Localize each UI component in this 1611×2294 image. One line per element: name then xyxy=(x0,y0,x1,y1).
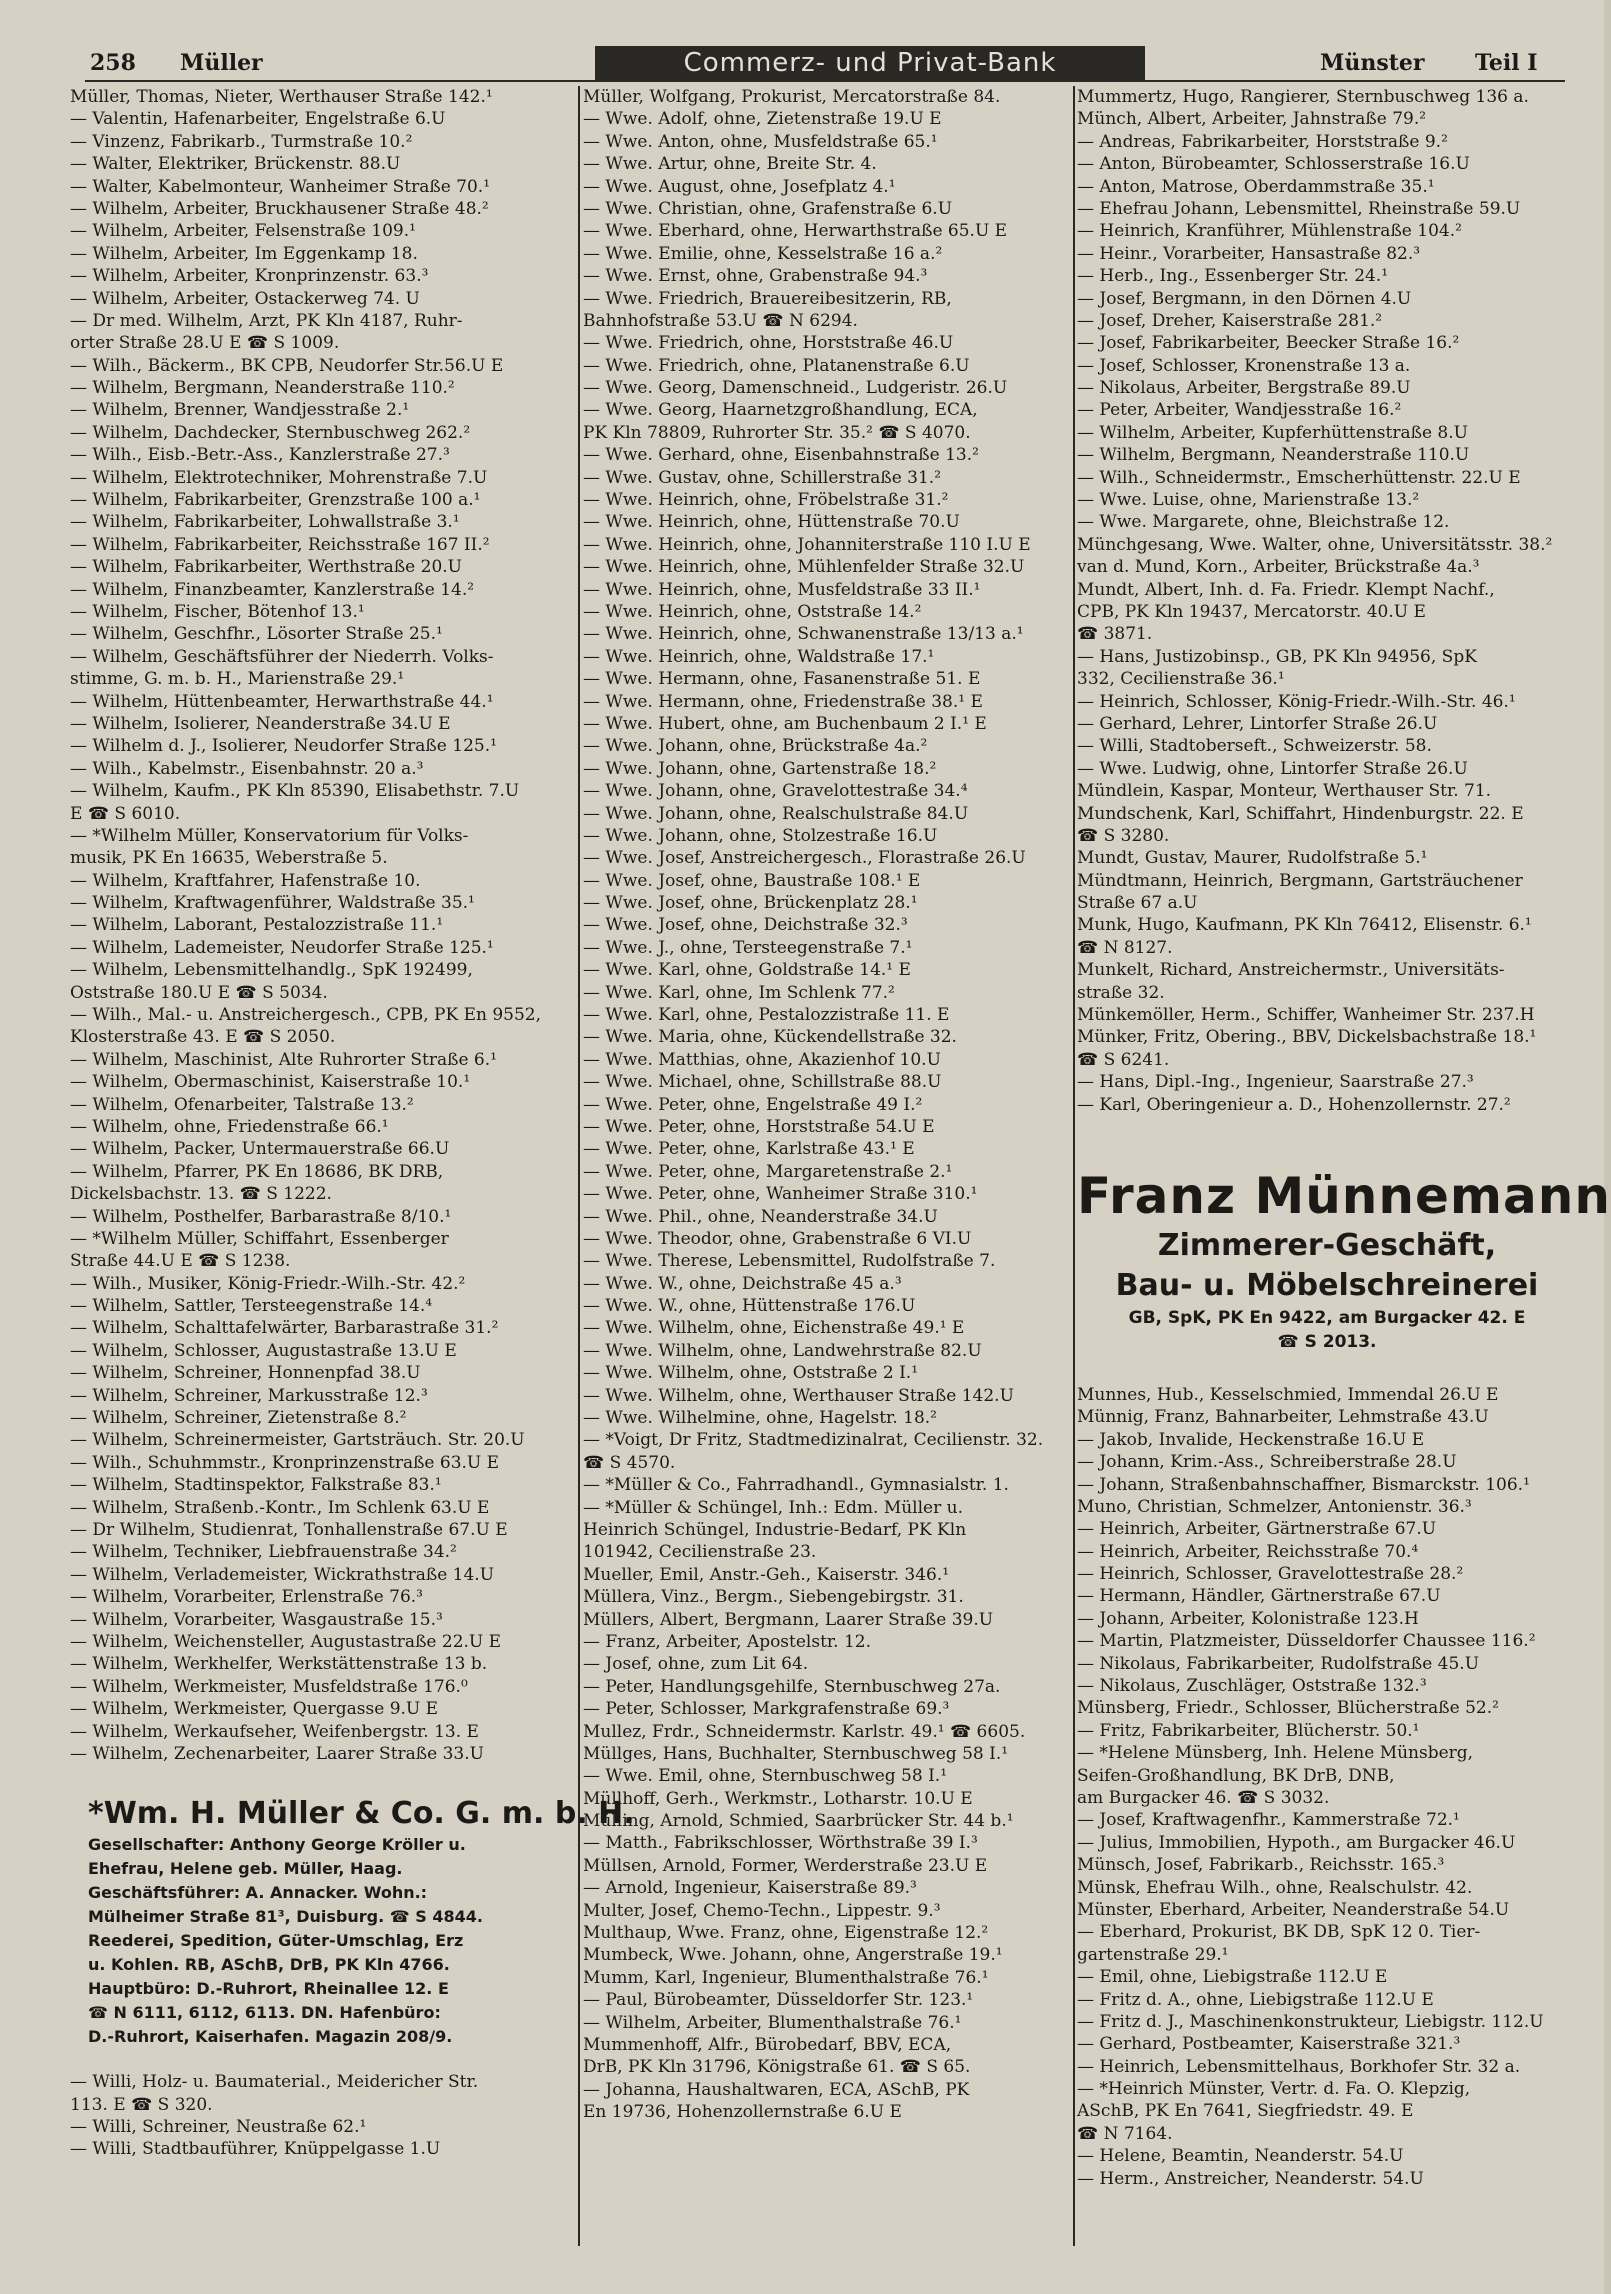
directory-entry: — Wwe. Matthias, ohne, Akazienhof 10.U xyxy=(583,1049,941,1070)
directory-entry: — *Wilhelm Müller, Schiffahrt, Essenberger xyxy=(70,1228,449,1249)
running-head-part: Teil I xyxy=(1475,50,1538,76)
directory-entry: — Wwe. Ernst, ohne, Grabenstraße 94.³ xyxy=(583,266,928,287)
ad-text-line: ☎ N 6111, 6112, 6113. DN. Hafenbüro: xyxy=(88,2003,441,2023)
directory-entry: — Nikolaus, Arbeiter, Bergstraße 89.U xyxy=(1077,378,1411,399)
directory-entry: Münchgesang, Wwe. Walter, ohne, Universitätsstr. 38.² xyxy=(1077,534,1553,555)
directory-entry: — Walter, Elektriker, Brückenstr. 88.U xyxy=(70,154,401,175)
directory-entry: Mündlein, Kaspar, Monteur, Werthauser Str. 71. xyxy=(1077,781,1492,802)
directory-entry: — Wwe. Peter, ohne, Wanheimer Straße 310.¹ xyxy=(583,1184,978,1205)
directory-entry: — Wwe. Gustav, ohne, Schillerstraße 31.² xyxy=(583,467,942,488)
directory-entry: Münkemöller, Herm., Schiffer, Wanheimer Str. 237.H xyxy=(1077,1005,1535,1026)
directory-entry: — Wwe. Adolf, ohne, Zietenstraße 19.U E xyxy=(583,109,942,130)
ad-text-line: Mülheimer Straße 81³, Duisburg. ☎ S 4844. xyxy=(88,1907,483,1927)
directory-entry: — Johann, Straßenbahnschaffner, Bismarckstr. 106.¹ xyxy=(1077,1474,1530,1495)
directory-entry: Münster, Eberhard, Arbeiter, Neanderstraße 54.U xyxy=(1077,1899,1510,1920)
directory-entry: — Wilhelm, Werkmeister, Quergasse 9.U E xyxy=(70,1699,439,1720)
directory-entry: — *Helene Münsberg, Inh. Helene Münsberg, xyxy=(1077,1743,1474,1764)
directory-entry: — Heinrich, Arbeiter, Gärtnerstraße 67.U xyxy=(1077,1519,1437,1540)
directory-entry: — Wilhelm, Maschinist, Alte Ruhrorter Straße 6.¹ xyxy=(70,1049,497,1070)
ad-muennemann-sub2: Bau- u. Möbelschreinerei xyxy=(1115,1267,1539,1303)
directory-entry: — Wilhelm, Fabrikarbeiter, Werthstraße 20.U xyxy=(70,557,463,578)
directory-entry: — Wwe. Wilhelm, ohne, Eichenstraße 49.¹ E xyxy=(583,1318,965,1339)
directory-entry: Straße 44.U E ☎ S 1238. xyxy=(70,1251,291,1272)
directory-entry: PK Kln 78809, Ruhrorter Str. 35.² ☎ S 4070. xyxy=(583,422,971,443)
column-3-entries-bottom xyxy=(1077,1384,1577,2190)
bank-banner: Commerz- und Privat-Bank xyxy=(595,46,1145,80)
directory-entry: — Wilhelm, Schreinermeister, Gartsträuch. Str. 20.U xyxy=(70,1430,525,1451)
directory-entry: — Wwe. Johann, ohne, Gartenstraße 18.² xyxy=(583,758,937,779)
directory-entry: ☎ S 4570. xyxy=(583,1452,676,1473)
directory-entry: — Wilhelm, Brenner, Wandjesstraße 2.¹ xyxy=(70,400,410,421)
directory-entry: Mueller, Emil, Anstr.-Geh., Kaiserstr. 346.¹ xyxy=(583,1564,950,1585)
directory-entry: — Wwe. Heinrich, ohne, Oststraße 14.² xyxy=(583,601,922,622)
directory-entry: — Wilhelm, Vorarbeiter, Erlenstraße 76.³ xyxy=(70,1587,423,1608)
directory-entry: — Wwe. Theodor, ohne, Grabenstraße 6 VI.U xyxy=(583,1228,972,1249)
directory-entry: — Heinr., Vorarbeiter, Hansastraße 82.³ xyxy=(1077,243,1421,264)
directory-entry: — Wwe. Wilhelm, ohne, Werthauser Straße 142.U xyxy=(583,1385,1014,1406)
directory-entry: — Josef, Kraftwagenfhr., Kammerstraße 72.¹ xyxy=(1077,1810,1460,1831)
directory-entry: — Wilhelm, Bergmann, Neanderstraße 110.U xyxy=(1077,445,1470,466)
directory-entry: — Wwe. Peter, ohne, Karlstraße 43.¹ E xyxy=(583,1139,915,1160)
directory-entry: Muno, Christian, Schmelzer, Antonienstr. 36.³ xyxy=(1077,1496,1472,1517)
directory-entry: — *Heinrich Münster, Vertr. d. Fa. O. Klepzig, xyxy=(1077,2079,1471,2100)
directory-entry: — Martin, Platzmeister, Düsseldorfer Chaussee 116.² xyxy=(1077,1631,1536,1652)
directory-entry: — Wwe. Heinrich, ohne, Musfeldstraße 33 II.¹ xyxy=(583,579,981,600)
directory-entry: — Heinrich, Arbeiter, Reichsstraße 70.⁴ xyxy=(1077,1541,1419,1562)
directory-entry: — Wwe. Friedrich, ohne, Platanenstraße 6.U xyxy=(583,355,970,376)
directory-entry: Müller, Thomas, Nieter, Werthauser Straße 142.¹ xyxy=(70,87,493,107)
directory-entry: — Wwe. Hermann, ohne, Fasanenstraße 51. E xyxy=(583,669,981,690)
directory-entry: — Wilhelm, Fabrikarbeiter, Reichsstraße 167 II.² xyxy=(70,534,490,555)
directory-entry: — *Müller & Schüngel, Inh.: Edm. Müller u. xyxy=(583,1497,964,1518)
directory-entry: — Nikolaus, Fabrikarbeiter, Rudolfstraße 45.U xyxy=(1077,1653,1480,1674)
directory-entry: — *Voigt, Dr Fritz, Stadtmedizinalrat, Cecilienstr. 32. xyxy=(583,1430,1044,1451)
directory-entry: — Wilhelm, Fabrikarbeiter, Grenzstraße 100 a.¹ xyxy=(70,490,481,511)
directory-entry: — Wilh., Schuhmmstr., Kronprinzenstraße 63.U E xyxy=(70,1452,500,1473)
directory-entry: — Wwe. Georg, Haarnetzgroßhandlung, ECA, xyxy=(583,400,978,421)
directory-entry: — Wilhelm, Werkmeister, Musfeldstraße 176.⁰ xyxy=(70,1676,468,1697)
directory-entry: — Fritz d. J., Maschinenkonstrukteur, Liebigstr. 112.U xyxy=(1077,2011,1544,2032)
directory-entry: — Wwe. Hermann, ohne, Friedenstraße 38.¹ E xyxy=(583,691,983,712)
directory-entry: — Wilhelm, Geschfhr., Lösorter Straße 25.¹ xyxy=(70,624,443,645)
directory-entry: — Willi, Schreiner, Neustraße 62.¹ xyxy=(70,2117,367,2138)
directory-entry: — Wwe. Peter, ohne, Horststraße 54.U E xyxy=(583,1116,935,1137)
directory-entry: — Peter, Handlungsgehilfe, Sternbuschweg 27a. xyxy=(583,1676,1001,1697)
directory-entry: — Wilhelm d. J., Isolierer, Neudorfer Straße 125.¹ xyxy=(70,736,497,757)
directory-entry: — Wilhelm, Geschäftsführer der Niederrh. Volks- xyxy=(70,646,494,667)
directory-entry: Mullez, Frdr., Schneidermstr. Karlstr. 49.¹ ☎ 6605. xyxy=(583,1721,1026,1742)
directory-entry: Munnes, Hub., Kesselschmied, Immendal 26.U E xyxy=(1077,1384,1499,1405)
directory-entry: — Herm., Anstreicher, Neanderstr. 54.U xyxy=(1077,2168,1424,2189)
directory-entry: — Matth., Fabrikschlosser, Wörthstraße 39 I.³ xyxy=(583,1833,978,1854)
ad-text-line: Ehefrau, Helene geb. Müller, Haag. xyxy=(88,1859,403,1879)
directory-entry: — Willi, Holz- u. Baumaterial., Meidericher Str. xyxy=(70,2072,479,2093)
directory-entry: — Josef, Dreher, Kaiserstraße 281.² xyxy=(1077,310,1383,331)
column-3-entries-top xyxy=(1077,86,1577,1116)
directory-entry: — Wilhelm, Arbeiter, Kronprinzenstr. 63.³ xyxy=(70,266,429,287)
directory-entry: — Wilhelm, Stadtinspektor, Falkstraße 83.¹ xyxy=(70,1475,442,1496)
directory-entry: — Eberhard, Prokurist, BK DB, SpK 12 0. Tier- xyxy=(1077,1922,1481,1943)
page-number: 258 xyxy=(90,50,136,76)
directory-entry: — Josef, Schlosser, Kronenstraße 13 a. xyxy=(1077,355,1411,376)
directory-entry: Münker, Fritz, Obering., BBV, Dickelsbachstraße 18.¹ xyxy=(1077,1027,1537,1048)
ad-text-line: Hauptbüro: D.-Ruhrort, Rheinallee 12. E xyxy=(88,1979,449,1999)
directory-entry: — Hermann, Händler, Gärtnerstraße 67.U xyxy=(1077,1586,1441,1607)
directory-entry: — Wilhelm, Werkaufseher, Weifenbergstr. 13. E xyxy=(70,1721,479,1742)
directory-entry: — Wilh., Kabelmstr., Eisenbahnstr. 20 a.³ xyxy=(70,758,424,779)
directory-entry: — Wilhelm, Sattler, Tersteegenstraße 14.⁴ xyxy=(70,1296,433,1317)
directory-entry: 101942, Cecilienstraße 23. xyxy=(583,1542,817,1563)
directory-entry: — Jakob, Invalide, Heckenstraße 16.U E xyxy=(1077,1429,1425,1450)
directory-entry: — Dr Wilhelm, Studienrat, Tonhallenstraße 67.U E xyxy=(70,1520,508,1540)
column-divider xyxy=(1073,86,1075,2246)
directory-entry: am Burgacker 46. ☎ S 3032. xyxy=(1077,1788,1330,1808)
directory-entry: — Wwe. Hubert, ohne, am Buchenbaum 2 I.¹ E xyxy=(583,713,987,734)
directory-entry: — Wwe. Michael, ohne, Schillstraße 88.U xyxy=(583,1072,942,1093)
directory-entry: ☎ 3871. xyxy=(1077,624,1153,645)
directory-entry: — Wwe. Therese, Lebensmittel, Rudolfstraße 7. xyxy=(583,1251,996,1272)
directory-entry: gartenstraße 29.¹ xyxy=(1077,1944,1229,1965)
directory-entry: — Wwe. Gerhard, ohne, Eisenbahnstraße 13.² xyxy=(583,445,979,466)
directory-entry: — Wilhelm, Schreiner, Zietenstraße 8.² xyxy=(70,1408,407,1429)
directory-entry: — Wilhelm, Schreiner, Markusstraße 12.³ xyxy=(70,1385,428,1406)
directory-entry: Mumbeck, Wwe. Johann, ohne, Angerstraße 19.¹ xyxy=(583,1945,1003,1966)
directory-entry: Müllges, Hans, Buchhalter, Sternbuschweg 58 I.¹ xyxy=(583,1743,1009,1764)
directory-entry: — Arnold, Ingenieur, Kaiserstraße 89.³ xyxy=(583,1878,917,1899)
directory-entry: Klosterstraße 43. E ☎ S 2050. xyxy=(70,1027,336,1048)
directory-entry: — Wilhelm, Arbeiter, Kupferhüttenstraße 8.U xyxy=(1077,422,1468,443)
directory-entry: — Wilhelm, Kraftwagenführer, Waldstraße 35.¹ xyxy=(70,893,475,914)
directory-entry: — Franz, Arbeiter, Apostelstr. 12. xyxy=(583,1631,872,1652)
directory-entry: — Wilhelm, Weichensteller, Augustastraße 22.U E xyxy=(70,1631,502,1652)
directory-entry: — Wwe. Karl, ohne, Pestalozzistraße 11. E xyxy=(583,1005,950,1026)
directory-entry: — *Wilhelm Müller, Konservatorium für Volks- xyxy=(70,825,469,846)
directory-entry: — Walter, Kabelmonteur, Wanheimer Straße 70.¹ xyxy=(70,176,491,197)
directory-entry: musik, PK En 16635, Weberstraße 5. xyxy=(70,848,388,869)
directory-entry: — Wilhelm, Fischer, Bötenhof 13.¹ xyxy=(70,601,365,622)
directory-entry: — Wilhelm, ohne, Friedenstraße 66.¹ xyxy=(70,1116,389,1137)
directory-entry: — Valentin, Hafenarbeiter, Engelstraße 6.U xyxy=(70,109,446,130)
directory-entry: Mundt, Gustav, Maurer, Rudolfstraße 5.¹ xyxy=(1077,848,1428,869)
ad-franz-muennemann xyxy=(1077,1166,1611,1354)
ad-mueller-co-title: *Wm. H. Müller & Co. G. m. b. H. xyxy=(88,1796,635,1832)
directory-entry: — Heinrich, Lebensmittelhaus, Borkhofer Str. 32 a. xyxy=(1077,2056,1521,2077)
directory-entry: — Wilh., Bäckerm., BK CPB, Neudorfer Str.56.U E xyxy=(70,355,504,376)
column-2-entries xyxy=(583,86,1073,2124)
directory-entry: — Wilhelm, Schlosser, Augustastraße 13.U E xyxy=(70,1340,457,1361)
directory-entry: — Johann, Krim.-Ass., Schreiberstraße 28.U xyxy=(1077,1452,1457,1473)
directory-entry: — Wwe. Josef, ohne, Deichstraße 32.³ xyxy=(583,915,908,936)
ad-muennemann-sub1: Zimmerer-Geschäft, xyxy=(1157,1227,1497,1263)
directory-entry: — Wwe. Johann, ohne, Stolzestraße 16.U xyxy=(583,825,938,846)
directory-entry: — Wwe. Heinrich, ohne, Hüttenstraße 70.U xyxy=(583,512,960,533)
directory-entry: — Wwe. Phil., ohne, Neanderstraße 34.U xyxy=(583,1206,938,1227)
directory-entry: — Heinrich, Schlosser, König-Friedr.-Wilh.-Str. 46.¹ xyxy=(1077,691,1516,712)
directory-entry: — Gerhard, Postbeamter, Kaiserstraße 321.³ xyxy=(1077,2034,1461,2055)
directory-entry: Münch, Albert, Arbeiter, Jahnstraße 79.² xyxy=(1077,109,1427,130)
directory-entry: — Herb., Ing., Essenberger Str. 24.¹ xyxy=(1077,266,1389,287)
directory-entry: — Wilhelm, Schreiner, Honnenpfad 38.U xyxy=(70,1363,421,1384)
directory-entry: — Wwe. Johann, ohne, Realschulstraße 84.U xyxy=(583,803,969,824)
directory-entry: — *Müller & Co., Fahrradhandl., Gymnasialstr. 1. xyxy=(583,1475,1009,1496)
directory-entry: — Peter, Schlosser, Markgrafenstraße 69.³ xyxy=(583,1699,950,1720)
ad-text-line: u. Kohlen. RB, ASchB, DrB, PK Kln 4766. xyxy=(88,1955,450,1975)
directory-entry: Mumm, Karl, Ingenieur, Blumenthalstraße 76.¹ xyxy=(583,1967,989,1988)
directory-entry: — Wilh., Eisb.-Betr.-Ass., Kanzlerstraße 27.³ xyxy=(70,445,450,466)
directory-entry: — Wwe. Artur, ohne, Breite Str. 4. xyxy=(583,154,877,175)
directory-entry: — Vinzenz, Fabrikarb., Turmstraße 10.² xyxy=(70,131,413,152)
directory-entry: E ☎ S 6010. xyxy=(70,803,181,824)
directory-entry: — Wwe. Georg, Damenschneid., Ludgeristr. 26.U xyxy=(583,378,1008,399)
running-head-city: Münster xyxy=(1320,50,1425,76)
directory-entry: — Julius, Immobilien, Hypoth., am Burgacker 46.U xyxy=(1077,1832,1516,1853)
directory-entry: — Johanna, Haushaltwaren, ECA, ASchB, PK xyxy=(583,2079,970,2100)
directory-entry: — Wwe. Emilie, ohne, Kesselstraße 16 a.² xyxy=(583,243,943,264)
directory-entry: — Wwe. Heinrich, ohne, Johanniterstraße 110 I.U E xyxy=(583,534,1031,555)
directory-entry: — Karl, Oberingenieur a. D., Hohenzollernstr. 27.² xyxy=(1077,1094,1511,1115)
directory-entry: Müllers, Albert, Bergmann, Laarer Straße 39.U xyxy=(583,1609,994,1630)
directory-entry: — Wwe. Margarete, ohne, Bleichstraße 12. xyxy=(1077,512,1450,533)
directory-entry: Mundt, Albert, Inh. d. Fa. Friedr. Klempt Nachf., xyxy=(1077,579,1495,600)
directory-entry: — Wilhelm, Obermaschinist, Kaiserstraße 10.¹ xyxy=(70,1072,471,1093)
directory-entry: stimme, G. m. b. H., Marienstraße 29.¹ xyxy=(70,669,405,690)
directory-entry: — Wilhelm, Fabrikarbeiter, Lohwallstraße 3.¹ xyxy=(70,512,460,533)
directory-entry: Müllhoff, Gerh., Werkmstr., Lotharstr. 10.U E xyxy=(583,1788,973,1809)
directory-entry: Dickelsbachstr. 13. ☎ S 1222. xyxy=(70,1184,332,1205)
directory-entry: ☎ S 3280. xyxy=(1077,825,1170,846)
directory-entry: — Wilhelm, Arbeiter, Im Eggenkamp 18. xyxy=(70,243,418,264)
directory-entry: — Willi, Stadtoberseft., Schweizerstr. 58. xyxy=(1077,736,1432,757)
directory-entry: — Wilhelm, Elektrotechniker, Mohrenstraße 7.U xyxy=(70,467,488,488)
directory-entry: Mündtmann, Heinrich, Bergmann, Gartsträuchener xyxy=(1077,870,1523,891)
directory-entry: — Wilhelm, Arbeiter, Blumenthalstraße 76.¹ xyxy=(583,2012,962,2033)
ad-text-line: Geschäftsführer: A. Annacker. Wohn.: xyxy=(88,1883,428,1903)
directory-entry: — Wilh., Schneidermstr., Emscherhüttenstr. 22.U E xyxy=(1077,467,1521,488)
directory-entry: Munkelt, Richard, Anstreichermstr., Universitäts- xyxy=(1077,960,1505,981)
directory-entry: — Josef, Bergmann, in den Dörnen 4.U xyxy=(1077,288,1412,309)
directory-entry: — Wwe. Wilhelm, ohne, Oststraße 2 I.¹ xyxy=(583,1363,919,1384)
directory-entry: Mummertz, Hugo, Rangierer, Sternbuschweg 136 a. xyxy=(1077,87,1529,107)
directory-entry: Oststraße 180.U E ☎ S 5034. xyxy=(70,982,328,1003)
directory-entry: ☎ N 8127. xyxy=(1077,937,1173,958)
directory-entry: Müller, Wolfgang, Prokurist, Mercatorstraße 84. xyxy=(583,87,1001,107)
directory-entry: — Helene, Beamtin, Neanderstr. 54.U xyxy=(1077,2146,1404,2167)
directory-entry: Münsberg, Friedr., Schlosser, Blücherstraße 52.² xyxy=(1077,1698,1499,1719)
directory-entry: Munk, Hugo, Kaufmann, PK Kln 76412, Elisenstr. 6.¹ xyxy=(1077,915,1532,936)
directory-entry: — Wilhelm, Schalttafelwärter, Barbarastraße 31.² xyxy=(70,1318,499,1339)
ad-mueller-co xyxy=(70,1795,635,2049)
directory-entry: — Wwe. Karl, ohne, Im Schlenk 77.² xyxy=(583,982,895,1003)
directory-entry: — Wilhelm, Laborant, Pestalozzistraße 11.¹ xyxy=(70,915,444,936)
directory-entry: — Willi, Stadtbauführer, Knüppelgasse 1.U xyxy=(70,2139,441,2160)
ad-text-line: D.-Ruhrort, Kaiserhafen. Magazin 208/9. xyxy=(88,2027,453,2047)
directory-entry: Bahnhofstraße 53.U ☎ N 6294. xyxy=(583,310,858,331)
directory-entry: — Wilhelm, Techniker, Liebfrauenstraße 34.² xyxy=(70,1542,457,1563)
directory-entry: Seifen-Großhandlung, BK DrB, DNB, xyxy=(1077,1765,1395,1786)
ad-mueller-co-lines xyxy=(70,1833,575,2049)
directory-entry: En 19736, Hohenzollernstraße 6.U E xyxy=(583,2102,902,2123)
directory-entry: — Wilhelm, Arbeiter, Felsenstraße 109.¹ xyxy=(70,221,416,242)
directory-entry: Münnig, Franz, Bahnarbeiter, Lehmstraße 43.U xyxy=(1077,1407,1489,1428)
directory-entry: — Wwe. W., ohne, Hüttenstraße 176.U xyxy=(583,1296,916,1317)
directory-entry: — Wilhelm, Dachdecker, Sternbuschweg 262.² xyxy=(70,422,471,443)
directory-entry: — Peter, Arbeiter, Wandjesstraße 16.² xyxy=(1077,400,1402,421)
directory-entry: — Wilhelm, Lebensmittelhandlg., SpK 192499, xyxy=(70,960,473,981)
directory-entry: — Wilhelm, Kaufm., PK Kln 85390, Elisabethstr. 7.U xyxy=(70,781,520,802)
directory-entry: Mülling, Arnold, Schmied, Saarbrücker Str. 44 b.¹ xyxy=(583,1811,1014,1832)
directory-entry: — Wwe. Johann, ohne, Gravelottestraße 34.⁴ xyxy=(583,781,968,802)
directory-entry: Heinrich Schüngel, Industrie-Bedarf, PK Kln xyxy=(583,1520,967,1540)
directory-entry: — Wwe. Ludwig, ohne, Lintorfer Straße 26.U xyxy=(1077,758,1468,779)
directory-entry: — Wwe. Maria, ohne, Kückendellstraße 32. xyxy=(583,1027,957,1048)
ad-text-line: Reederei, Spedition, Güter-Umschlag, Erz xyxy=(88,1931,464,1951)
directory-entry: — Wwe. Heinrich, ohne, Schwanenstraße 13/13 a.¹ xyxy=(583,624,1024,645)
directory-entry: — Wilhelm, Arbeiter, Bruckhausener Straße 48.² xyxy=(70,198,489,219)
directory-entry: — Wwe. W., ohne, Deichstraße 45 a.³ xyxy=(583,1273,902,1294)
page-header xyxy=(90,46,1560,82)
directory-entry: DrB, PK Kln 31796, Königstraße 61. ☎ S 65. xyxy=(583,2057,971,2078)
directory-entry: orter Straße 28.U E ☎ S 1009. xyxy=(70,333,340,354)
directory-entry: — Nikolaus, Zuschläger, Oststraße 132.³ xyxy=(1077,1676,1427,1697)
directory-entry: — Wilhelm, Hüttenbeamter, Herwarthstraße 44.¹ xyxy=(70,691,494,712)
directory-entry: — Wwe. Peter, ohne, Margaretenstraße 2.¹ xyxy=(583,1161,953,1182)
directory-entry: Multer, Josef, Chemo-Techn., Lippestr. 9.³ xyxy=(583,1900,941,1921)
column-3 xyxy=(1077,86,1611,2266)
directory-entry: — Wwe. Eberhard, ohne, Herwarthstraße 65.U E xyxy=(583,221,1008,242)
directory-entry: Straße 67 a.U xyxy=(1077,893,1198,914)
directory-entry: — Heinrich, Schlosser, Gravelottestraße 28.² xyxy=(1077,1564,1464,1585)
ad-muennemann-line1: GB, SpK, PK En 9422, am Burgacker 42. E xyxy=(1128,1307,1526,1328)
directory-entry: 113. E ☎ S 320. xyxy=(70,2094,213,2115)
directory-entry: — Wwe. Peter, ohne, Engelstraße 49 I.² xyxy=(583,1094,923,1115)
directory-entry: — Hans, Dipl.-Ing., Ingenieur, Saarstraße 27.³ xyxy=(1077,1072,1474,1093)
directory-entry: — Wwe. Josef, ohne, Baustraße 108.¹ E xyxy=(583,870,921,891)
directory-entry: ☎ N 7164. xyxy=(1077,2123,1173,2144)
directory-entry: CPB, PK Kln 19437, Mercatorstr. 40.U E xyxy=(1077,601,1426,622)
directory-entry: — Wwe. Friedrich, Brauereibesitzerin, RB, xyxy=(583,288,952,309)
column-1-tail xyxy=(70,2071,575,2161)
directory-entry: — Wilhelm, Zechenarbeiter, Laarer Straße 33.U xyxy=(70,1743,484,1764)
column-2 xyxy=(583,86,1073,2266)
directory-entry: — Wilhelm, Straßenb.-Kontr., Im Schlenk 63.U E xyxy=(70,1497,490,1518)
directory-entry: — Dr med. Wilhelm, Arzt, PK Kln 4187, Ruhr- xyxy=(70,310,463,331)
directory-entry: — Wwe. Emil, ohne, Sternbuschweg 58 I.¹ xyxy=(583,1766,948,1787)
ad-muennemann-title: Franz Münnemann xyxy=(1077,1166,1611,1225)
directory-entry: — Ehefrau Johann, Lebensmittel, Rheinstraße 59.U xyxy=(1077,198,1521,219)
directory-entry: — Wilh., Mal.- u. Anstreichergesch., CPB, PK En 9552, xyxy=(70,1005,542,1026)
directory-entry: — Wilhelm, Pfarrer, PK En 18686, BK DRB, xyxy=(70,1161,444,1182)
directory-entry: Münsch, Josef, Fabrikarb., Reichsstr. 165.³ xyxy=(1077,1855,1445,1876)
directory-entry: — Wilhelm, Verlademeister, Wickrathstraße 14.U xyxy=(70,1564,495,1585)
directory-entry: — Wilhelm, Posthelfer, Barbarastraße 8/10.¹ xyxy=(70,1206,452,1227)
directory-entry: — Wwe. August, ohne, Josefplatz 4.¹ xyxy=(583,176,896,197)
directory-entry: — Wwe. Wilhelm, ohne, Landwehrstraße 82.U xyxy=(583,1340,982,1361)
directory-entry: — Anton, Bürobeamter, Schlosserstraße 16.U xyxy=(1077,154,1470,175)
directory-entry: — Heinrich, Kranführer, Mühlenstraße 104.² xyxy=(1077,221,1462,242)
directory-entry: van d. Mund, Korn., Arbeiter, Brückstraße 4a.³ xyxy=(1077,557,1480,578)
directory-entry: — Johann, Arbeiter, Kolonistraße 123.H xyxy=(1077,1608,1419,1629)
directory-entry: — Hans, Justizobinsp., GB, PK Kln 94956, SpK xyxy=(1077,646,1477,667)
directory-entry: — Wilhelm, Vorarbeiter, Wasgaustraße 15.³ xyxy=(70,1609,443,1630)
directory-entry: — Wwe. Anton, ohne, Musfeldstraße 65.¹ xyxy=(583,131,938,152)
ad-muennemann-line2: ☎ S 2013. xyxy=(1277,1331,1377,1352)
directory-entry: — Wwe. Josef, ohne, Brückenplatz 28.¹ xyxy=(583,893,918,914)
directory-entry: — Wwe. Friedrich, ohne, Horststraße 46.U xyxy=(583,333,954,354)
directory-entry: ASchB, PK En 7641, Siegfriedstr. 49. E xyxy=(1077,2101,1414,2122)
directory-entry: — Wilhelm, Finanzbeamter, Kanzlerstraße 14.² xyxy=(70,579,475,600)
directory-entry: — Wilhelm, Ofenarbeiter, Talstraße 13.² xyxy=(70,1094,414,1115)
directory-entry: Mummenhoff, Alfr., Bürobedarf, BBV, ECA, xyxy=(583,2034,952,2055)
directory-entry: — Wilhelm, Lademeister, Neudorfer Straße 125.¹ xyxy=(70,937,494,958)
directory-entry: — Wilh., Musiker, König-Friedr.-Wilh.-Str. 42.² xyxy=(70,1273,466,1294)
directory-entry: — Emil, ohne, Liebigstraße 112.U E xyxy=(1077,1967,1388,1988)
directory-entry: — Wwe. Wilhelmine, ohne, Hagelstr. 18.² xyxy=(583,1408,937,1429)
running-head-left: Müller xyxy=(180,50,263,76)
directory-entry: — Fritz d. A., ohne, Liebigstraße 112.U E xyxy=(1077,1989,1434,2010)
directory-entry: — Wilhelm, Bergmann, Neanderstraße 110.² xyxy=(70,378,455,399)
directory-entry: — Wwe. Johann, ohne, Brückstraße 4a.² xyxy=(583,736,928,757)
directory-entry: — Wilhelm, Werkhelfer, Werkstättenstraße 13 b. xyxy=(70,1654,488,1675)
directory-entry: — Wwe. Heinrich, ohne, Waldstraße 17.¹ xyxy=(583,646,935,667)
directory-entry: — Wwe. Luise, ohne, Marienstraße 13.² xyxy=(1077,490,1420,511)
directory-entry: — Andreas, Fabrikarbeiter, Horststraße 9.² xyxy=(1077,131,1448,152)
directory-entry: — Wwe. Heinrich, ohne, Mühlenfelder Straße 32.U xyxy=(583,557,1025,578)
directory-entry: Mundschenk, Karl, Schiffahrt, Hindenburgstr. 22. E xyxy=(1077,803,1524,824)
directory-entry: — Wilhelm, Kraftfahrer, Hafenstraße 10. xyxy=(70,870,421,891)
directory-entry: — Gerhard, Lehrer, Lintorfer Straße 26.U xyxy=(1077,713,1438,734)
ad-text-line: Gesellschafter: Anthony George Kröller u. xyxy=(88,1835,466,1855)
directory-entry: — Paul, Bürobeamter, Düsseldorfer Str. 123.¹ xyxy=(583,1990,974,2011)
directory-entry: ☎ S 6241. xyxy=(1077,1049,1170,1070)
directory-entry: — Josef, Fabrikarbeiter, Beecker Straße 16.² xyxy=(1077,333,1460,354)
directory-entry: Multhaup, Wwe. Franz, ohne, Eigenstraße 12.² xyxy=(583,1923,989,1944)
directory-entry: Müllera, Vinz., Bergm., Siebengebirgstr. 31. xyxy=(583,1587,964,1608)
directory-entry: Müllsen, Arnold, Former, Werderstraße 23.U E xyxy=(583,1855,988,1876)
directory-entry: — Anton, Matrose, Oberdammstraße 35.¹ xyxy=(1077,176,1435,197)
directory-entry: — Wwe. Christian, ohne, Grafenstraße 6.U xyxy=(583,198,953,219)
column-1-entries xyxy=(70,86,575,1765)
directory-entry: 332, Cecilienstraße 36.¹ xyxy=(1077,669,1285,690)
directory-entry: — Fritz, Fabrikarbeiter, Blücherstr. 50.¹ xyxy=(1077,1720,1420,1741)
directory-entry: — Wilhelm, Arbeiter, Ostackerweg 74. U xyxy=(70,288,420,309)
directory-entry: straße 32. xyxy=(1077,982,1165,1003)
directory-entry: — Josef, ohne, zum Lit 64. xyxy=(583,1654,809,1675)
directory-entry: Münsk, Ehefrau Wilh., ohne, Realschulstr. 42. xyxy=(1077,1877,1473,1898)
column-divider xyxy=(578,86,580,2246)
directory-entry: — Wilhelm, Isolierer, Neanderstraße 34.U E xyxy=(70,713,451,734)
directory-entry: — Wwe. Heinrich, ohne, Fröbelstraße 31.² xyxy=(583,490,949,511)
header-rule xyxy=(85,80,1565,82)
directory-entry: — Wwe. J., ohne, Tersteegenstraße 7.¹ xyxy=(583,937,913,958)
directory-entry: — Wwe. Karl, ohne, Goldstraße 14.¹ E xyxy=(583,960,911,981)
directory-entry: — Wwe. Josef, Anstreichergesch., Florastraße 26.U xyxy=(583,848,1026,869)
directory-entry: — Wilhelm, Packer, Untermauerstraße 66.U xyxy=(70,1139,450,1160)
